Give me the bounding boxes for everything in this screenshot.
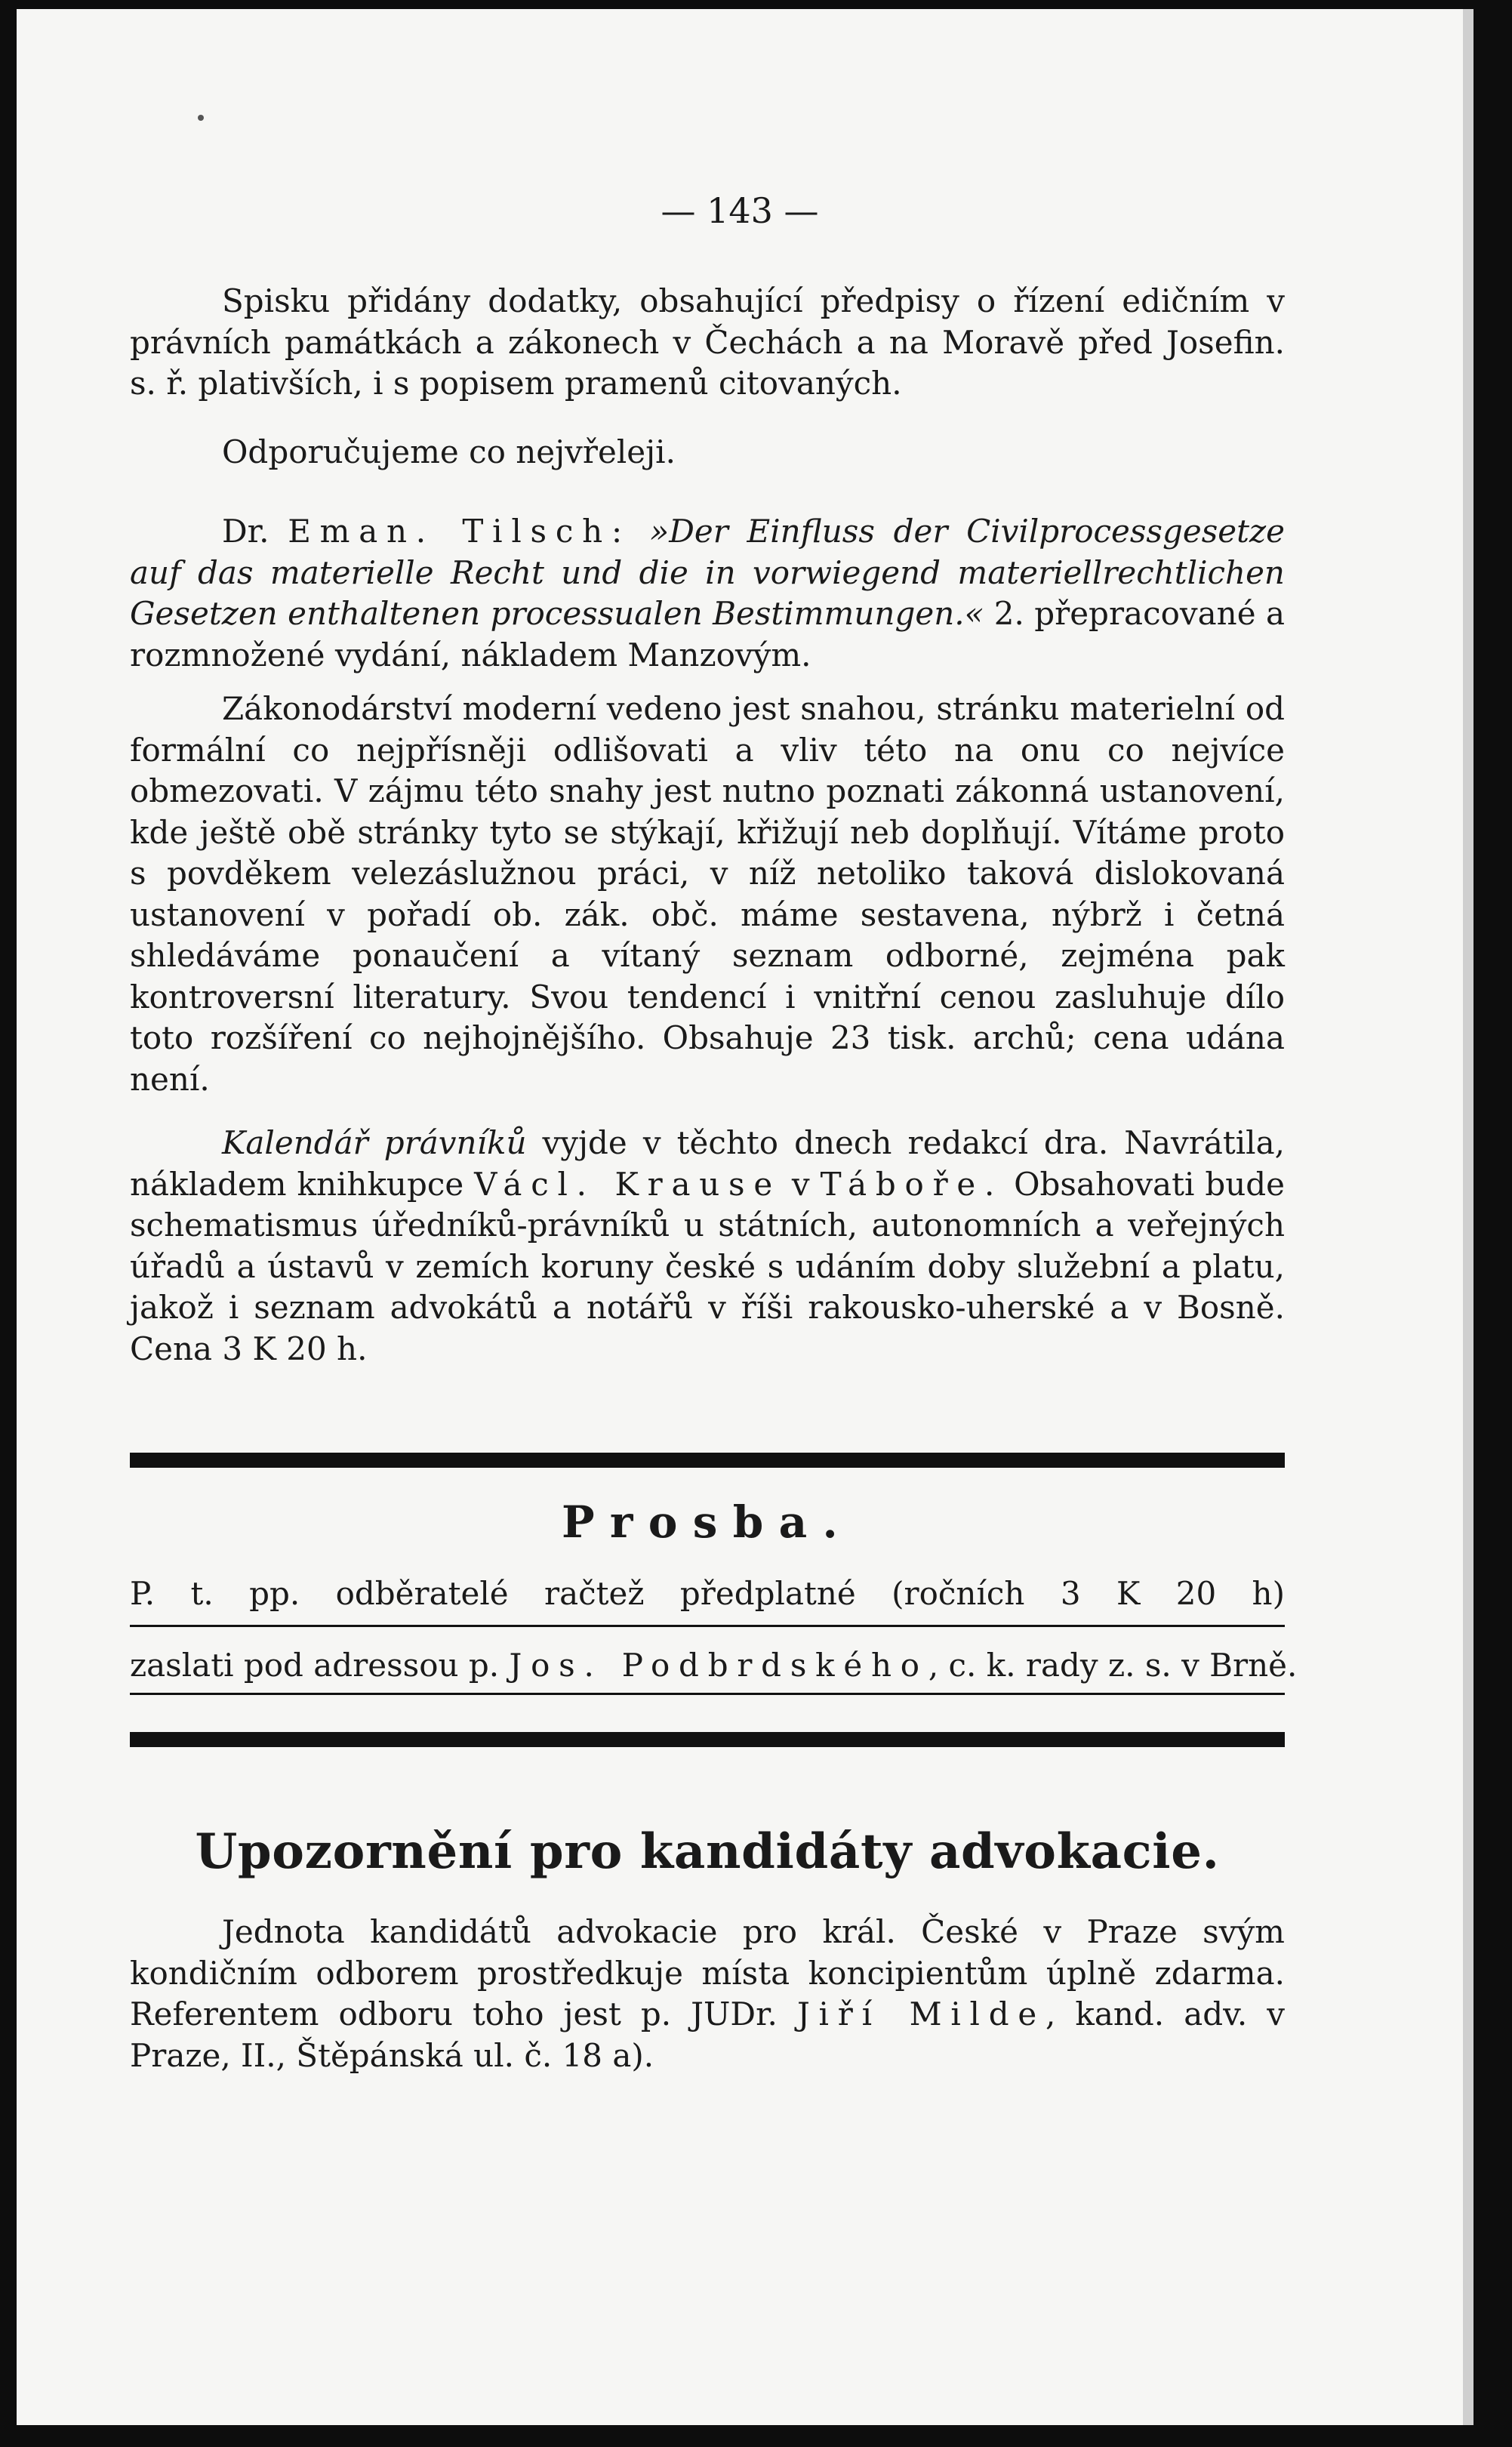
scanned-page (17, 9, 1474, 2425)
paragraph-dodatky (130, 281, 1285, 405)
page-number: — 143 — (661, 190, 819, 231)
prosba-heading: Prosba. (562, 1496, 853, 1548)
addressee-name: Jos. Podbrdského (509, 1647, 928, 1684)
paragraph-text: v (781, 1165, 821, 1203)
paragraph-text: vyjde v těchto dnech redakcí dra. Navrátila, nákladem knihkupce (130, 1124, 1285, 1203)
author-prefix: Dr. (222, 513, 288, 550)
paragraph-text: Obsahovati bude schematismus úředníků-právníků u státních, autonomních a veřejných úřadů a ústavů v zemích koruny české s udáním doby služební a platu, jakož i seznam advokátů a notářů v říši rakousko-uherské a v Bosně. Cena 3 K 20 h. (130, 1165, 1285, 1367)
paragraph-text: Jednota kandidátů advokacie pro král. České v Praze svým kondičním odborem prostředkuje místa koncipientům úplně zdarma. Referentem odboru toho jest p. JUDr. (130, 1913, 1285, 2032)
underline-rule (130, 1693, 1285, 1695)
calendar-title: Kalendář právníků (222, 1124, 527, 1161)
book-title: »Der Einfluss der Civilprocessgesetze auf das materielle Recht und die in vorwiegend materiellrechtlichen Gesetzen enthaltenen processualen Bestimmungen.« (130, 513, 1285, 632)
paragraph-text: Zákonodárství moderní vedeno jest snahou, stránku materielní od formální co nejpřísněji odlišovati a vliv této na onu co nejvíce obmezovati. V zájmu této snahy jest nutno poznati zákonná ustanovení, kde ještě obě stránky tyto se stýkají, křižují neb doplňují. Vítáme proto s povděkem velezáslužnou práci, v níž netoliko taková dislokovaná ustanovení v pořadí ob. zák. obč. máme sestavena, nýbrž i četná shledáváme ponaučení a vítaný seznam odborné, zejména pak kontroversní literatury. Svou tendencí i vnitřní cenou zasluhuje dílo toto rozšíření co nejhojnějšího. Obsahuje 23 tisk. archů; cena udána není. (130, 690, 1285, 1098)
speck (198, 115, 204, 121)
section-divider (130, 1453, 1285, 1468)
paragraph-text: Spisku přidány dodatky, obsahující předpisy o řízení edičním v právních památkách a zákonech v Čechách a na Moravě před Josefin. s. ř. plativších, i s popisem pramenů citovaných. (130, 282, 1285, 402)
prosba-line-2 (130, 1645, 1298, 1686)
paragraph-calendar (130, 1123, 1285, 1370)
paragraph-recommendation (130, 432, 1285, 473)
prosba-text: , c. k. rady z. s. v Brně. (928, 1647, 1298, 1684)
publisher-name: Václ. Krause (474, 1165, 781, 1203)
paragraph-text: , kand. adv. v Praze, II., Štěpánská ul. č. 18 a). (130, 1996, 1285, 2074)
referent-name: Jiří Milde (796, 1996, 1045, 2032)
paragraph-text: Odporučujeme co nejvřeleji. (222, 433, 676, 470)
paragraph-tilsch-review (130, 511, 1285, 676)
edition-note: 2. přepracované a rozmnožené vydání, nákladem Manzovým. (130, 595, 1286, 673)
notice-heading: Upozornění pro kandidáty advokacie. (195, 1823, 1220, 1880)
underline-rule (130, 1625, 1285, 1627)
prosba-text: zaslati pod adressou p. (130, 1647, 510, 1684)
prosba-line-1: P. t. pp. odběratelé račtež předplatné (ročních 3 K 20 h) (130, 1575, 1285, 1612)
author-name: Eman. Tilsch: (288, 513, 631, 550)
publisher-place: Táboře. (820, 1165, 1004, 1203)
paragraph-notice (130, 1912, 1285, 2076)
paragraph-legislation (130, 689, 1285, 1100)
section-divider (130, 1732, 1285, 1747)
